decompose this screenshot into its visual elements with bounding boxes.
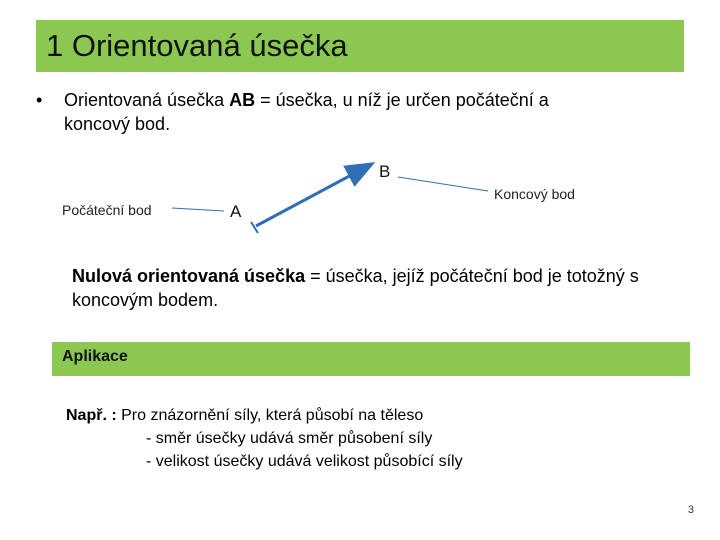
end-pointer-line: [398, 177, 488, 191]
definition-rest-1: = úsečka, u níž je určen počáteční a: [255, 90, 549, 110]
application-example: [66, 404, 626, 473]
zero-segment-rest: = úsečka, jejíž počáteční bod je totožný s koncovým bodem.: [72, 266, 639, 310]
definition-lead: Orientovaná úsečka: [64, 90, 230, 110]
definition-term: AB: [229, 90, 256, 110]
slide-title: 1 Orientovaná úsečka: [46, 28, 348, 63]
example-line-1: [66, 404, 626, 427]
end-point-label: Koncový bod: [494, 186, 575, 202]
point-b-label: B: [379, 162, 391, 181]
definition-rest-2: koncový bod.: [64, 114, 171, 134]
example-line-3: - velikost úsečky udává velikost působící síly: [146, 453, 463, 470]
zero-segment-term: Nulová orientovaná úsečka: [72, 266, 306, 286]
example-lead: Např. :: [66, 407, 117, 424]
example-text-1: Pro znázornění síly, která působí na těleso: [116, 407, 424, 424]
segment-diagram: [0, 150, 720, 250]
title-banner: [36, 20, 684, 72]
definition-text: [64, 88, 664, 136]
application-heading: Aplikace: [62, 348, 128, 365]
page-number: 3: [687, 504, 694, 516]
oriented-segment-arrow: [256, 165, 370, 226]
segment-diagram-svg: [0, 150, 720, 250]
start-point-label: Počáteční bod: [62, 202, 152, 218]
example-line-2: - směr úsečky udává směr působení síly: [146, 430, 433, 447]
zero-segment-definition: [72, 264, 702, 312]
bullet-icon: •: [36, 90, 43, 110]
start-tick: [251, 222, 258, 233]
application-banner: [52, 342, 690, 376]
start-pointer-line: [172, 208, 224, 211]
point-a-label: A: [230, 202, 242, 221]
